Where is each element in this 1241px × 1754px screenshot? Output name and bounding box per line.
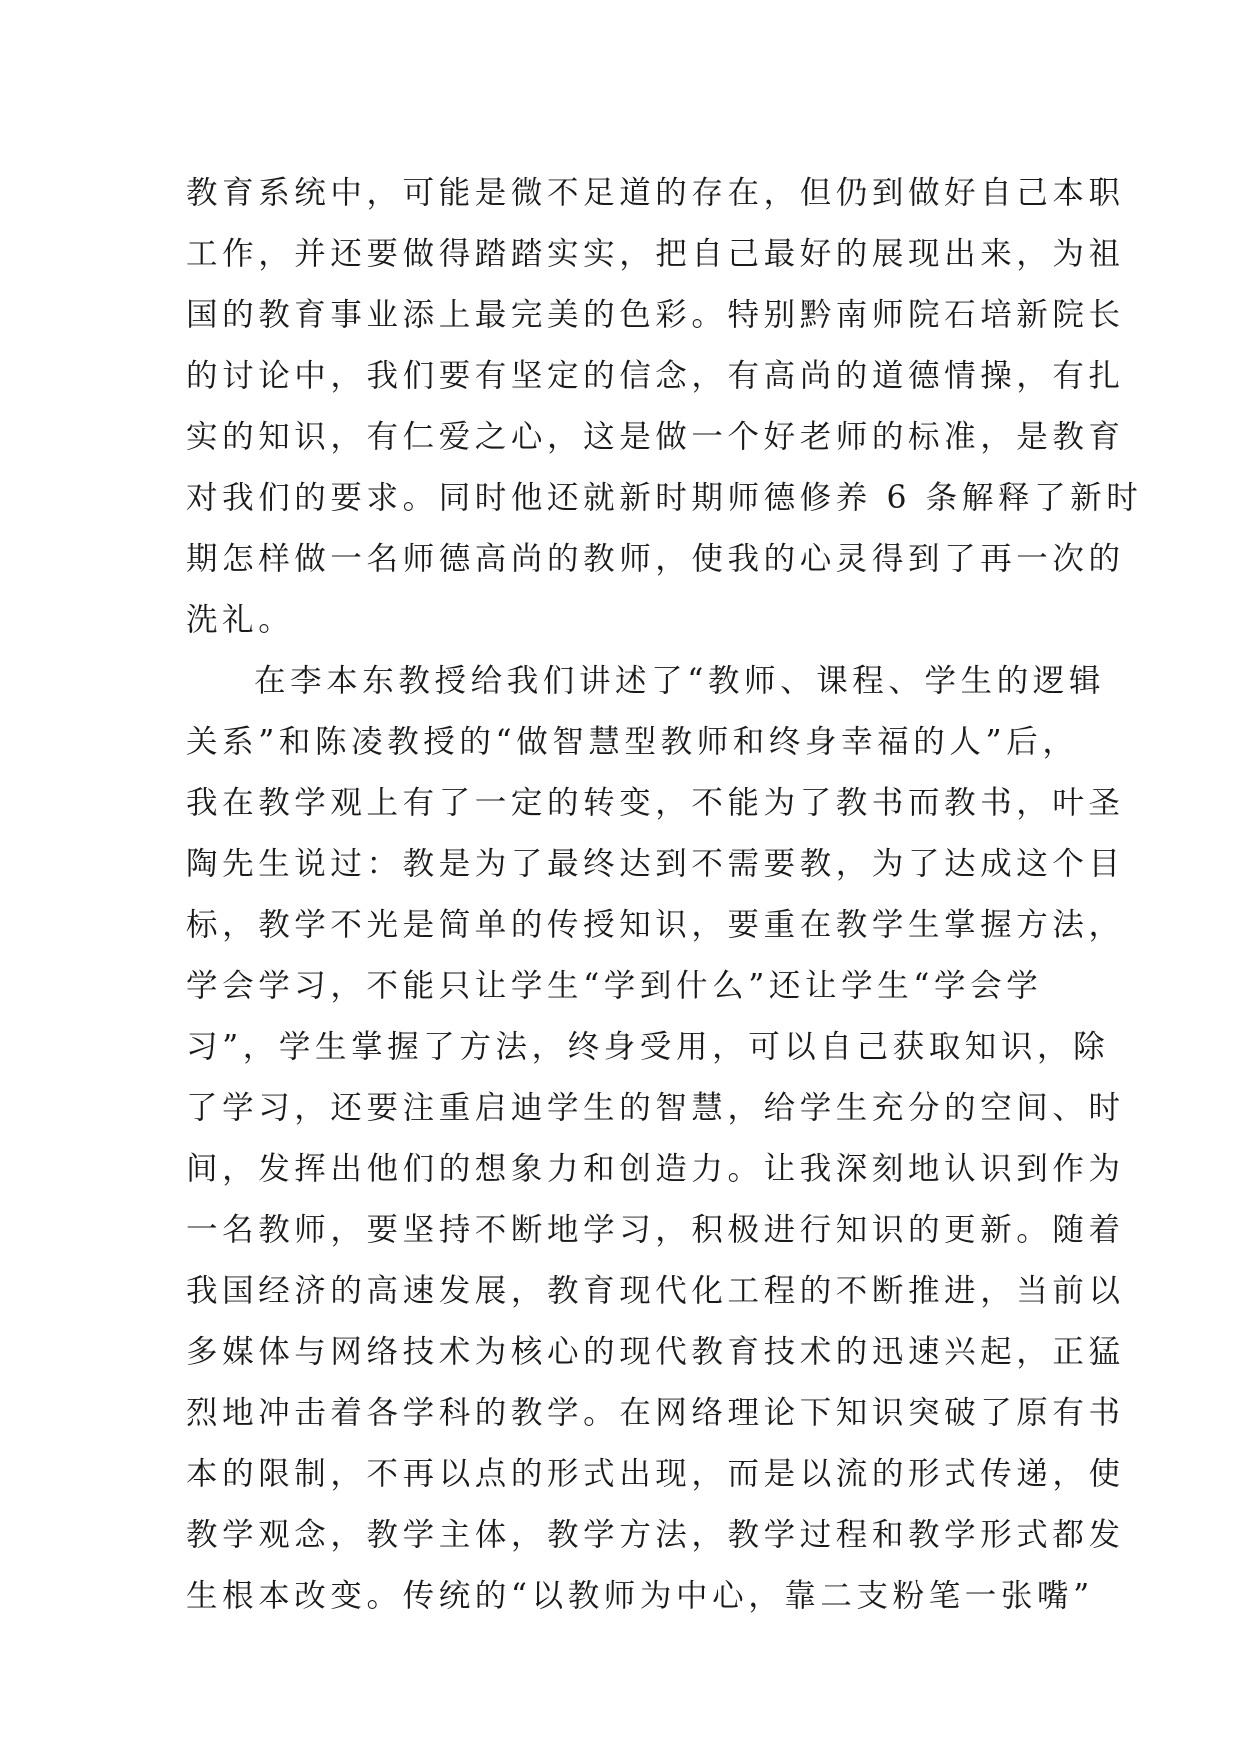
text-line: 实的知识，有仁爱之心，这是做一个好老师的标准，是教育 (186, 419, 1125, 455)
text-line: 烈地冲击着各学科的教学。在网络理论下知识突破了原有书 (186, 1395, 1125, 1431)
text-line: 学会学习，不能只让学生“学到什么”还让学生“学会学 (186, 968, 1043, 1004)
text-line: 了学习，还要注重启迪学生的智慧，给学生充分的空间、时 (186, 1090, 1125, 1126)
text-line: 陶先生说过：教是为了最终达到不需要教，为了达成这个目 (186, 846, 1125, 882)
text-line: 对我们的要求。同时他还就新时期师德修养 6 条解释了新时 (186, 480, 1143, 516)
text-line: 习”，学生掌握了方法，终身受用，可以自己获取知识，除 (186, 1029, 1110, 1065)
text-line: 洗礼。 (186, 602, 295, 638)
text-line: 本的限制，不再以点的形式出现，而是以流的形式传递，使 (186, 1456, 1125, 1492)
text-line: 国的教育事业添上最完美的色彩。特别黔南师院石培新院长 (186, 297, 1125, 333)
text-line: 间，发挥出他们的想象力和创造力。让我深刻地认识到作为 (186, 1151, 1125, 1187)
text-line: 教育系统中，可能是微不足道的存在，但仍到做好自己本职 (186, 175, 1125, 211)
text-line: 的讨论中，我们要有坚定的信念，有高尚的道德情操，有扎 (186, 358, 1125, 394)
paragraph-start-line: 在李本东教授给我们讲述了“教师、课程、学生的逻辑 (254, 663, 1106, 699)
text-line: 生根本改变。传统的“以教师为中心，靠二支粉笔一张嘴” (186, 1578, 1094, 1614)
text-line: 我国经济的高速发展，教育现代化工程的不断推进，当前以 (186, 1273, 1125, 1309)
text-line: 我在教学观上有了一定的转变，不能为了教书而教书，叶圣 (186, 785, 1125, 821)
text-line: 期怎样做一名师德高尚的教师，使我的心灵得到了再一次的 (186, 541, 1125, 577)
text-line: 标，教学不光是简单的传授知识，要重在教学生掌握方法， (186, 907, 1125, 943)
text-line: 关系”和陈凌教授的“做智慧型教师和终身幸福的人”后， (186, 724, 1079, 760)
text-line: 工作，并还要做得踏踏实实，把自己最好的展现出来，为祖 (186, 236, 1125, 272)
text-line: 一名教师，要坚持不断地学习，积极进行知识的更新。随着 (186, 1212, 1125, 1248)
text-line: 教学观念，教学主体，教学方法，教学过程和教学形式都发 (186, 1517, 1125, 1553)
body-text (186, 163, 1143, 1627)
text-line: 多媒体与网络技术为核心的现代教育技术的迅速兴起，正猛 (186, 1334, 1125, 1370)
